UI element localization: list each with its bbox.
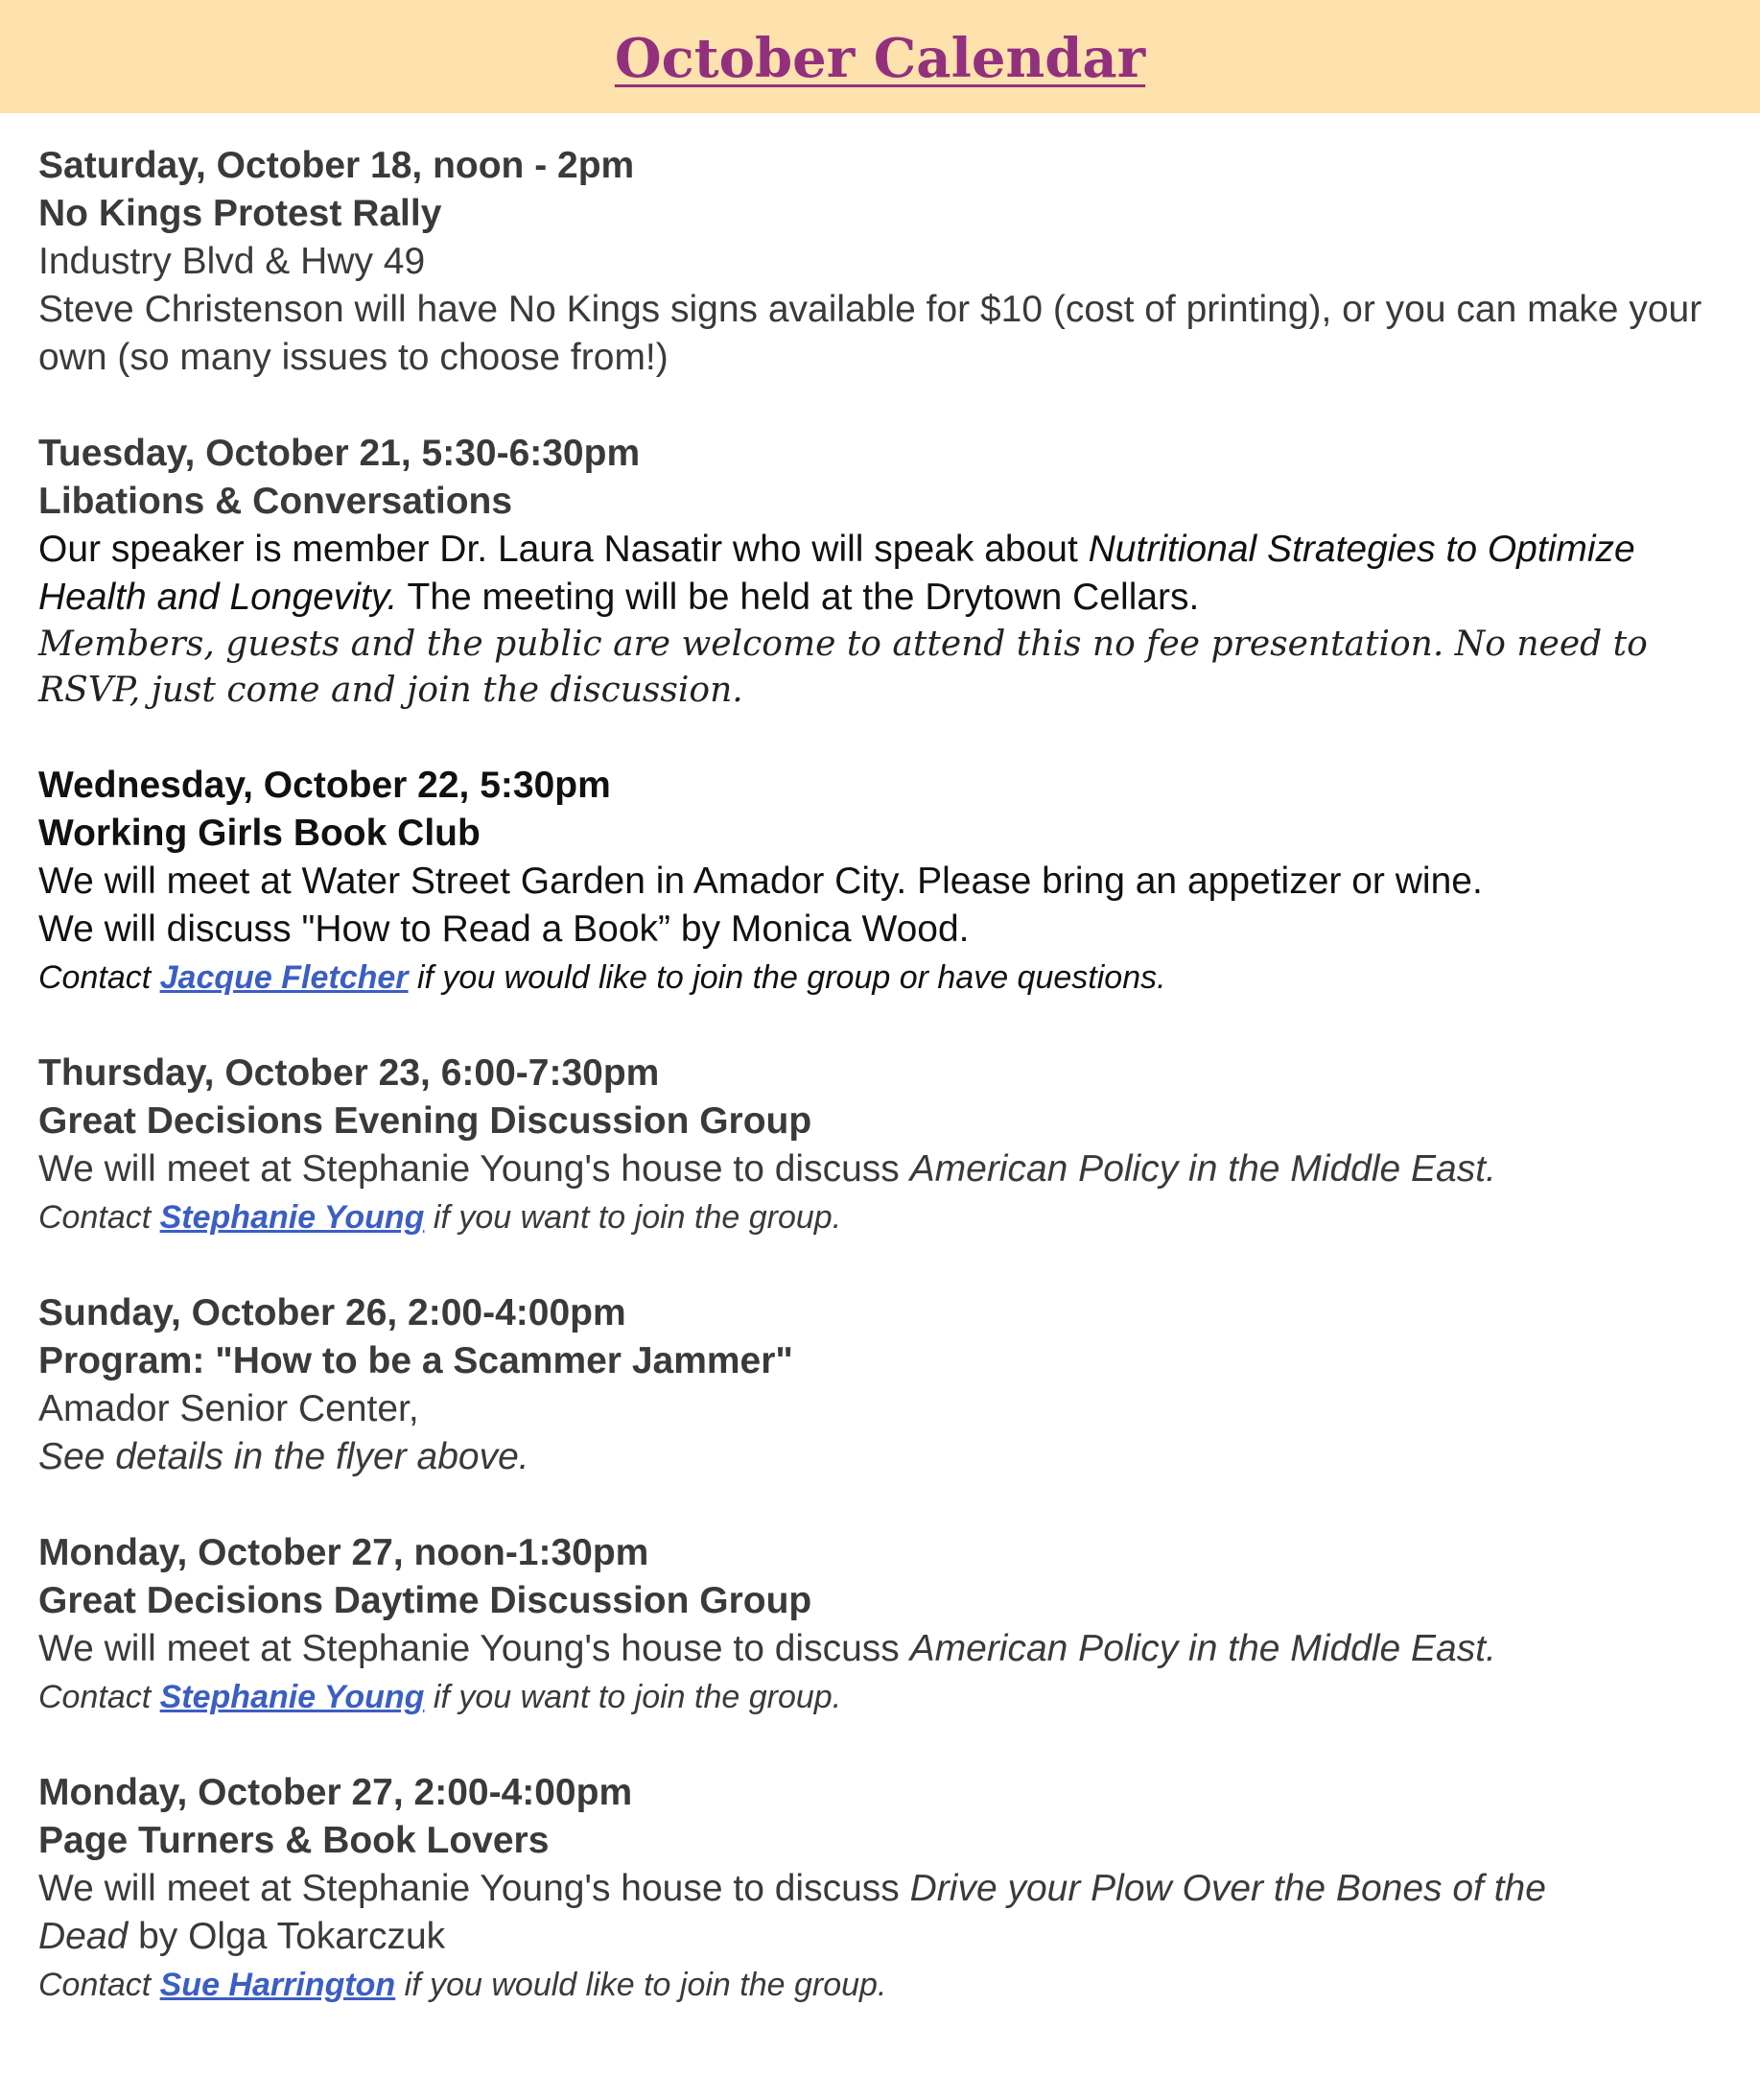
- page-title: October Calendar: [614, 27, 1146, 90]
- contact-text: if you would like to join the group.: [395, 1967, 887, 2003]
- contact-text: if you would like to join the group or have questions.: [408, 959, 1166, 996]
- talk-title: Nutritional Strategies to Optimize Health and Longevity.: [38, 529, 1635, 618]
- event-page-turners-book-lovers: [38, 1769, 1746, 2009]
- event-no-kings-rally: [38, 142, 1746, 382]
- event-date: Tuesday, October 21, 5:30-6:30pm: [38, 433, 641, 474]
- event-contact: [38, 1673, 1746, 1721]
- event-date: Monday, October 27, 2:00-4:00pm: [38, 1772, 633, 1813]
- event-title: Great Decisions Evening Discussion Group: [38, 1100, 812, 1142]
- event-date: Sunday, October 26, 2:00-4:00pm: [38, 1292, 626, 1333]
- description-text: by Olga Tokarczuk: [128, 1916, 446, 1957]
- event-date: Thursday, October 23, 6:00-7:30pm: [38, 1052, 660, 1094]
- description-text: The meeting will be held at the Drytown Cellars.: [397, 577, 1200, 618]
- event-description: [38, 1913, 1746, 1961]
- event-description: Steve Christenson will have No Kings signs available for $10 (cost of printing), or you can make your own (so many issues to choose from!): [38, 289, 1702, 378]
- contact-label: Contact: [38, 1679, 160, 1715]
- event-location: Amador Senior Center,: [38, 1388, 419, 1429]
- event-note: See details in the flyer above.: [38, 1436, 529, 1477]
- contact-link-jacque-fletcher[interactable]: Jacque Fletcher: [159, 959, 409, 996]
- description-text: Our speaker is member Dr. Laura Nasatir who will speak about: [38, 529, 1089, 570]
- discussion-topic: American Policy in the Middle East.: [909, 1628, 1496, 1669]
- description-text: We will meet at Stephanie Young's house to discuss: [38, 1628, 910, 1669]
- event-date: Saturday, October 18, noon - 2pm: [38, 145, 635, 186]
- event-description: We will meet at Water Street Garden in Amador City. Please bring an appetizer or wine.: [38, 861, 1483, 902]
- event-description: We will discuss "How to Read a Book” by Monica Wood.: [38, 908, 970, 950]
- event-description: [38, 526, 1746, 622]
- calendar-header: [0, 0, 1760, 113]
- book-title: Dead: [38, 1916, 129, 1957]
- contact-link-stephanie-young[interactable]: Stephanie Young: [159, 1679, 425, 1715]
- calendar-content: [38, 142, 1746, 2057]
- contact-text: if you want to join the group.: [424, 1199, 842, 1236]
- contact-label: Contact: [38, 1199, 160, 1236]
- discussion-topic: American Policy in the Middle East.: [909, 1148, 1496, 1190]
- event-contact: [38, 954, 1746, 1002]
- event-title: Great Decisions Daytime Discussion Group: [38, 1580, 812, 1621]
- book-title: Drive your Plow Over the Bones of the: [909, 1868, 1546, 1909]
- contact-label: Contact: [38, 1967, 160, 2003]
- event-description: [38, 1145, 1746, 1193]
- event-contact: [38, 1193, 1746, 1241]
- contact-label: Contact: [38, 959, 160, 996]
- event-working-girls-book-club: [38, 762, 1746, 1002]
- event-description: [38, 1625, 1746, 1673]
- event-description: [38, 1865, 1746, 1913]
- event-title: Program: "How to be a Scammer Jammer": [38, 1340, 793, 1381]
- contact-link-stephanie-young[interactable]: Stephanie Young: [159, 1199, 425, 1236]
- event-great-decisions-evening: [38, 1050, 1746, 1241]
- contact-text: if you want to join the group.: [424, 1679, 842, 1715]
- event-contact: [38, 1961, 1746, 2009]
- event-title: Libations & Conversations: [38, 481, 513, 522]
- event-title: Working Girls Book Club: [38, 813, 481, 854]
- event-libations-conversations: [38, 430, 1746, 714]
- description-text: We will meet at Stephanie Young's house to discuss: [38, 1148, 910, 1190]
- contact-link-sue-harrington[interactable]: Sue Harrington: [159, 1967, 396, 2003]
- event-date: Monday, October 27, noon-1:30pm: [38, 1532, 649, 1573]
- description-text: We will meet at Stephanie Young's house to discuss: [38, 1868, 910, 1909]
- event-title: Page Turners & Book Lovers: [38, 1820, 550, 1861]
- event-location: Industry Blvd & Hwy 49: [38, 241, 426, 282]
- event-note: Members, guests and the public are welcome to attend this no fee presentation. No need to RSVP, just come and join the discussion.: [38, 625, 1648, 710]
- event-great-decisions-daytime: [38, 1529, 1746, 1721]
- event-title: No Kings Protest Rally: [38, 193, 442, 234]
- event-scammer-jammer-program: [38, 1289, 1746, 1481]
- event-date: Wednesday, October 22, 5:30pm: [38, 765, 611, 806]
